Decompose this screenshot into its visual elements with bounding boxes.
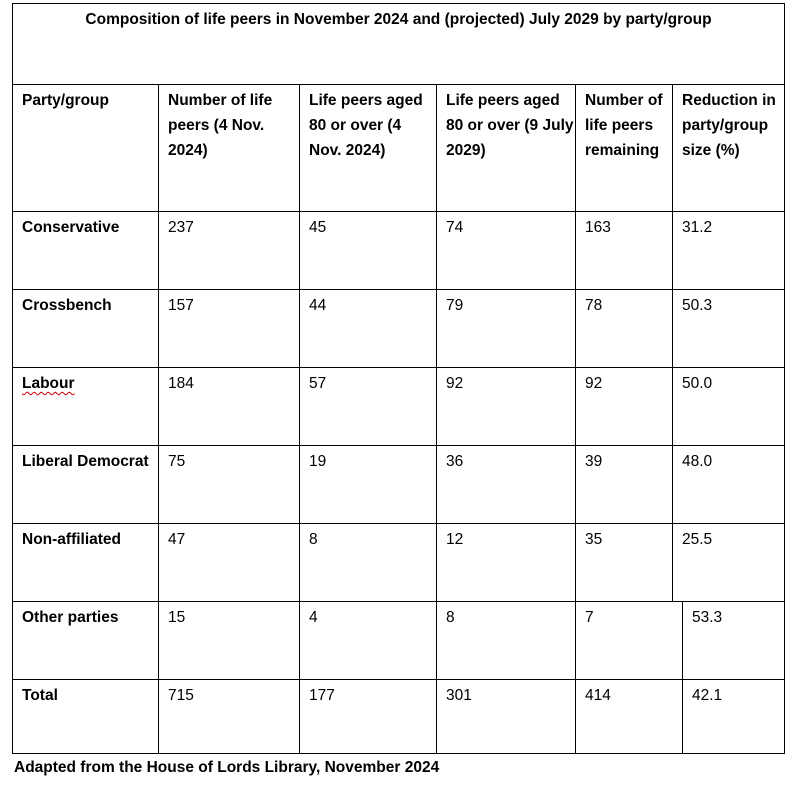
value-cell: 237 [168, 219, 194, 236]
value-cell: 92 [446, 375, 464, 392]
header-cell: Reduction in party/group size (%) [682, 92, 776, 159]
value-cell: 79 [446, 297, 464, 314]
value-cell: 12 [446, 531, 464, 548]
value-cell: 184 [168, 375, 194, 392]
header-cell: Number of life peers (4 Nov. 2024) [168, 92, 273, 159]
value-cell: 25.5 [682, 531, 713, 548]
party-name-cell: Other parties [22, 609, 119, 626]
value-cell: 53.3 [692, 609, 723, 626]
value-cell: 35 [585, 531, 603, 548]
value-cell: 301 [446, 687, 472, 704]
header-cell: Life peers aged 80 or over (9 July 2029) [446, 92, 574, 159]
value-cell: 15 [168, 609, 186, 626]
value-cell: 39 [585, 453, 603, 470]
value-cell: 78 [585, 297, 603, 314]
party-name-cell: Non-affiliated [22, 531, 122, 548]
value-cell: 42.1 [692, 687, 723, 704]
table-title: Composition of life peers in November 2024 and (projected) July 2029 by party/group [13, 4, 784, 85]
value-cell: 19 [309, 453, 327, 470]
value-cell: 177 [309, 687, 335, 704]
header-cell: Life peers aged 80 or over (4 Nov. 2024) [309, 92, 423, 159]
value-cell: 715 [168, 687, 194, 704]
value-cell: 45 [309, 219, 327, 236]
value-cell: 44 [309, 297, 327, 314]
value-cell: 414 [585, 687, 611, 704]
value-cell: 31.2 [682, 219, 713, 236]
source-note: Adapted from the House of Lords Library, November 2024 [14, 759, 440, 776]
party-name-cell: Liberal Democrat [22, 453, 149, 470]
value-cell: 92 [585, 375, 603, 392]
party-name-cell: Conservative [22, 219, 120, 236]
value-cell: 50.0 [682, 375, 713, 392]
header-cell: Party/group [22, 92, 109, 109]
spellcheck-underlined-text: Labour [22, 375, 75, 392]
party-name-cell: Total [22, 687, 58, 704]
header-cell: Number of life peers remaining [585, 92, 663, 159]
value-cell: 74 [446, 219, 464, 236]
value-cell: 157 [168, 297, 194, 314]
party-name-cell [13, 368, 158, 445]
value-cell: 7 [585, 609, 594, 626]
party-name-cell: Crossbench [22, 297, 112, 314]
value-cell: 36 [446, 453, 464, 470]
value-cell: 75 [168, 453, 186, 470]
value-cell: 4 [309, 609, 318, 626]
value-cell: 163 [585, 219, 611, 236]
value-cell: 8 [446, 609, 455, 626]
value-cell: 48.0 [682, 453, 713, 470]
composition-table [12, 3, 785, 754]
value-cell: 50.3 [682, 297, 713, 314]
value-cell: 47 [168, 531, 186, 548]
value-cell: 8 [309, 531, 318, 548]
value-cell: 57 [309, 375, 327, 392]
